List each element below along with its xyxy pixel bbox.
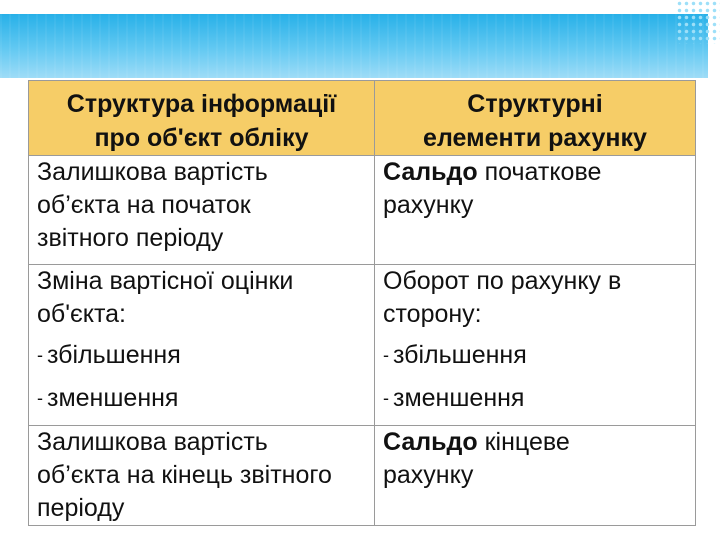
cell-text: Залишкова вартість: [37, 158, 268, 186]
list-item-text: зменшення: [393, 384, 525, 412]
cell-text-rest: початкове: [477, 158, 602, 186]
table-row: [29, 265, 696, 426]
cell-text-rest: кінцеве: [477, 428, 570, 456]
header-text: Структурні: [467, 90, 603, 118]
list-item: [383, 339, 687, 374]
cell-text: рахунку: [383, 461, 474, 489]
bold-term: Сальдо: [383, 428, 478, 456]
cell-text: об’єкта на кінець звітного: [37, 461, 332, 489]
list-item: [37, 339, 366, 374]
list-item: [383, 382, 687, 417]
cell-opening-value: [29, 156, 375, 265]
table-header-row: [29, 81, 696, 156]
list-item-text: збільшення: [47, 341, 181, 369]
header-cell-account-elements: [375, 81, 696, 156]
cell-turnover: [375, 265, 696, 426]
cell-text: рахунку: [383, 191, 474, 219]
dash-bullet: -: [383, 345, 389, 365]
cell-text: об’єкта на початок: [37, 191, 251, 219]
cell-text: [383, 426, 687, 459]
cell-text: сторону:: [383, 300, 482, 328]
list-item-text: зменшення: [47, 384, 179, 412]
list-item-text: збільшення: [393, 341, 527, 369]
cell-closing-balance: [375, 426, 696, 526]
bold-term: Сальдо: [383, 158, 478, 186]
decorative-dots: [676, 0, 720, 44]
header-text: Структура інформації: [66, 90, 337, 118]
cell-opening-balance: [375, 156, 696, 265]
header-text: про об'єкт обліку: [94, 124, 309, 152]
cell-text: звітного періоду: [37, 224, 224, 252]
accounting-table: [28, 80, 696, 526]
cell-closing-value: [29, 426, 375, 526]
cell-text: Оборот по рахунку в: [383, 267, 622, 295]
cell-text: об'єкта:: [37, 300, 126, 328]
table-row: [29, 156, 696, 265]
cell-text: [383, 156, 687, 189]
cell-text: Залишкова вартість: [37, 428, 268, 456]
table-row: [29, 426, 696, 526]
dash-bullet: -: [383, 388, 389, 408]
dash-bullet: -: [37, 345, 43, 365]
cell-value-change: [29, 265, 375, 426]
dash-bullet: -: [37, 388, 43, 408]
cell-text: Зміна вартісної оцінки: [37, 267, 294, 295]
header-text: елементи рахунку: [423, 124, 647, 152]
title-banner: [0, 14, 708, 78]
cell-text: періоду: [37, 494, 125, 522]
header-cell-object-info: [29, 81, 375, 156]
list-item: [37, 382, 366, 417]
